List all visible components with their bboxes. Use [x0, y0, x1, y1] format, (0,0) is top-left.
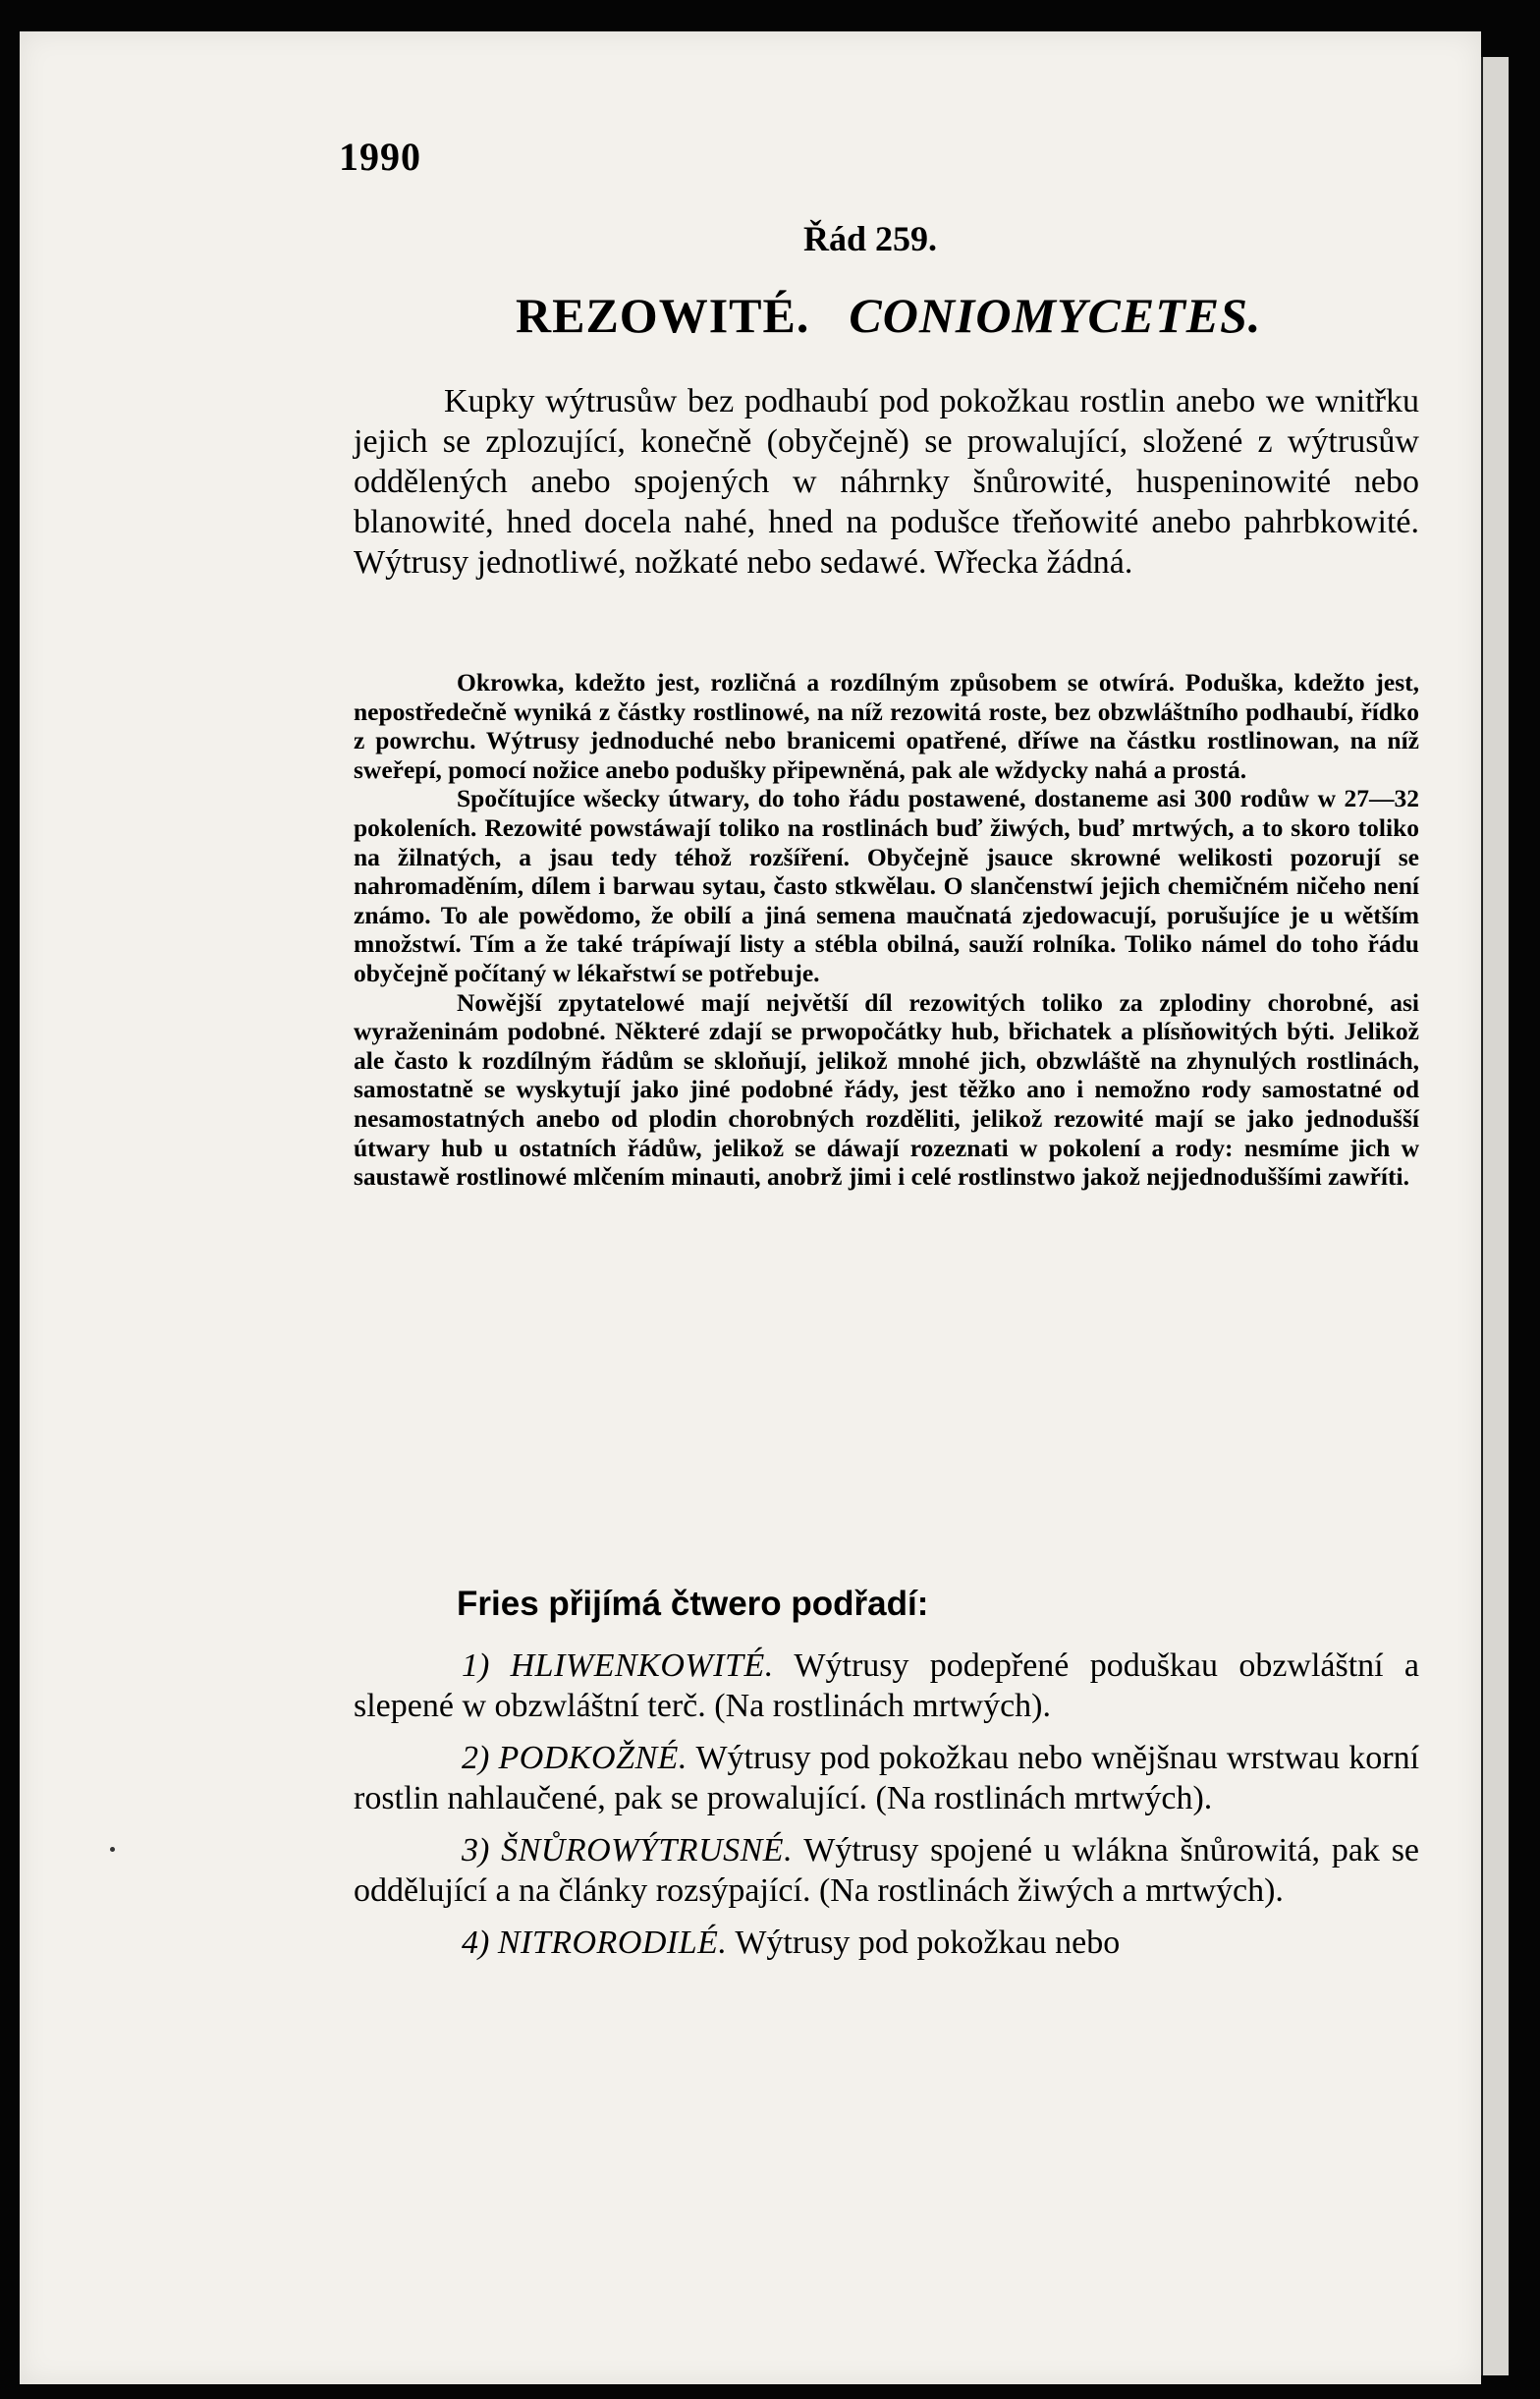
intro-paragraph: Kupky wýtrusůw bez podhaubí pod pokožkau rostlin anebo we wnitřku jejich se zplozující, konečně (obyčejně) se prowalující, složené z wýtrusůw oddělených anebo spojených w náhrnky šnůrowité, huspeninowité nebo blanowité, hned docela nahé, hned na podušce třeňowité anebo pahrbkowité. Wýtrusy jednotliwé, nožkaté nebo sedawé. Wřecka žádná.: [354, 383, 1419, 581]
notes-block: [354, 668, 1419, 1192]
suborder-3-number: 3): [462, 1832, 490, 1869]
suborder-4-text: Wýtrusy pod pokožkau nebo: [735, 1925, 1121, 1961]
scan-speck: [110, 1847, 115, 1852]
suborder-2: [354, 1738, 1419, 1818]
heading-latin: CONIOMYCETES.: [849, 288, 1262, 343]
suborder-2-number: 2): [462, 1740, 490, 1776]
next-page-edge: [1481, 57, 1509, 2375]
suborder-1-number: 1): [462, 1647, 490, 1684]
suborder-1: [354, 1646, 1419, 1726]
page-number: 1990: [339, 135, 421, 179]
note-paragraph-2: Spočítujíce wšecky útwary, do toho řádu postawené, dostaneme asi 300 rodůw w 27—32 pokoleních. Rezowité powstáwají toliko na rostlinách buď žiwých, buď mrtwých, a to skoro toliko na žilnatých, a jsau tedy téhož rozšíření. Obyčejně jsauce skrowné welikosti pozorují se nahromaděním, dílem i barwau sytau, často stkwělau. O slančenstwí jejich chemičném ničeho není známo. To ale powědomo, že obilí a jiná semena maučnatá zjedowacují, porušujíce je u wětším množstwí. Tím a že také trápíwají listy a stébla obilná, sauží rolníka. Toliko námel do toho řádu obyčejně počítaný w lékařstwí se potřebuje.: [354, 784, 1419, 987]
suborders-block: [354, 1584, 1419, 1963]
suborder-3-name: ŠNŮROWÝTRUSNÉ.: [501, 1832, 794, 1869]
suborder-3: [354, 1830, 1419, 1911]
note-paragraph-1: Okrowka, kdežto jest, rozličná a rozdílným způsobem se otwírá. Poduška, kdežto jest, nepostředečně wyniká z částky rostlinowé, na níž rezowitá roste, bez obzwláštního podhaubí, řídko z powrchu. Wýtrusy jednoduché nebo branicemi opatřené, dříwe na částku rostlinowan, na níž sweřepí, pomocí nožice anebo podušky připewněná, pak ale wždycky nahá a prostá.: [354, 668, 1419, 784]
heading-czech: REZOWITÉ.: [516, 288, 810, 343]
intro-block: [354, 381, 1419, 583]
suborder-1-name: HLIWENKOWITÉ.: [510, 1647, 774, 1684]
fries-intro: Fries přijímá čtwero podřadí:: [457, 1585, 929, 1623]
suborder-3-text: Wýtrusy spojené u wlákna šnůrowitá, pak se oddělující a na články rozsýpající. (Na rostlinách žiwých a mrtwých).: [354, 1832, 1420, 1909]
suborder-4-name: NITRORODILÉ.: [497, 1925, 728, 1961]
suborder-4-number: 4): [462, 1925, 490, 1961]
suborder-2-text: Wýtrusy pod pokožkau nebo wnějšnau wrstwau korní rostlin nahlaučené, pak se prowalující. (Na rostlinách mrtwých).: [354, 1740, 1420, 1816]
order-label: Řád 259.: [803, 219, 938, 258]
note-paragraph-3: Nowější zpytatelowé mají největší díl rezowitých toliko za zplodiny chorobné, asi wyraženinám podobné. Některé zdají se prwopočátky hub, břichatek a plísňowitých býti. Jelikož ale často k rozdílným řádům se skloňují, jelikož mnohé jich, obzwláště na zhynulých rostlinách, samostatně se wyskytují jako jiné podobné řády, jest těžko ano i nemožno rody samostatné od nesamostatných anebo od plodin chorobných rozděliti, jelikož rezowité mají se jako jednodušší útwary hub u ostatních řádůw, jelikož se dáwají rozeznati w pokolení a rody: nesmíme jich w saustawě rostlinowé mlčením minauti, anobrž jimi i celé rostlinstwo jakož nejjednoduššími zawříti.: [354, 987, 1419, 1192]
suborder-4: [354, 1923, 1419, 1963]
chapter-heading: [516, 287, 1261, 344]
suborder-1-text: Wýtrusy podepřené poduškau obzwláštní a slepené w obzwláštní terč. (Na rostlinách mrtwých).: [354, 1647, 1420, 1724]
suborder-2-name: PODKOŽNÉ.: [498, 1740, 688, 1776]
